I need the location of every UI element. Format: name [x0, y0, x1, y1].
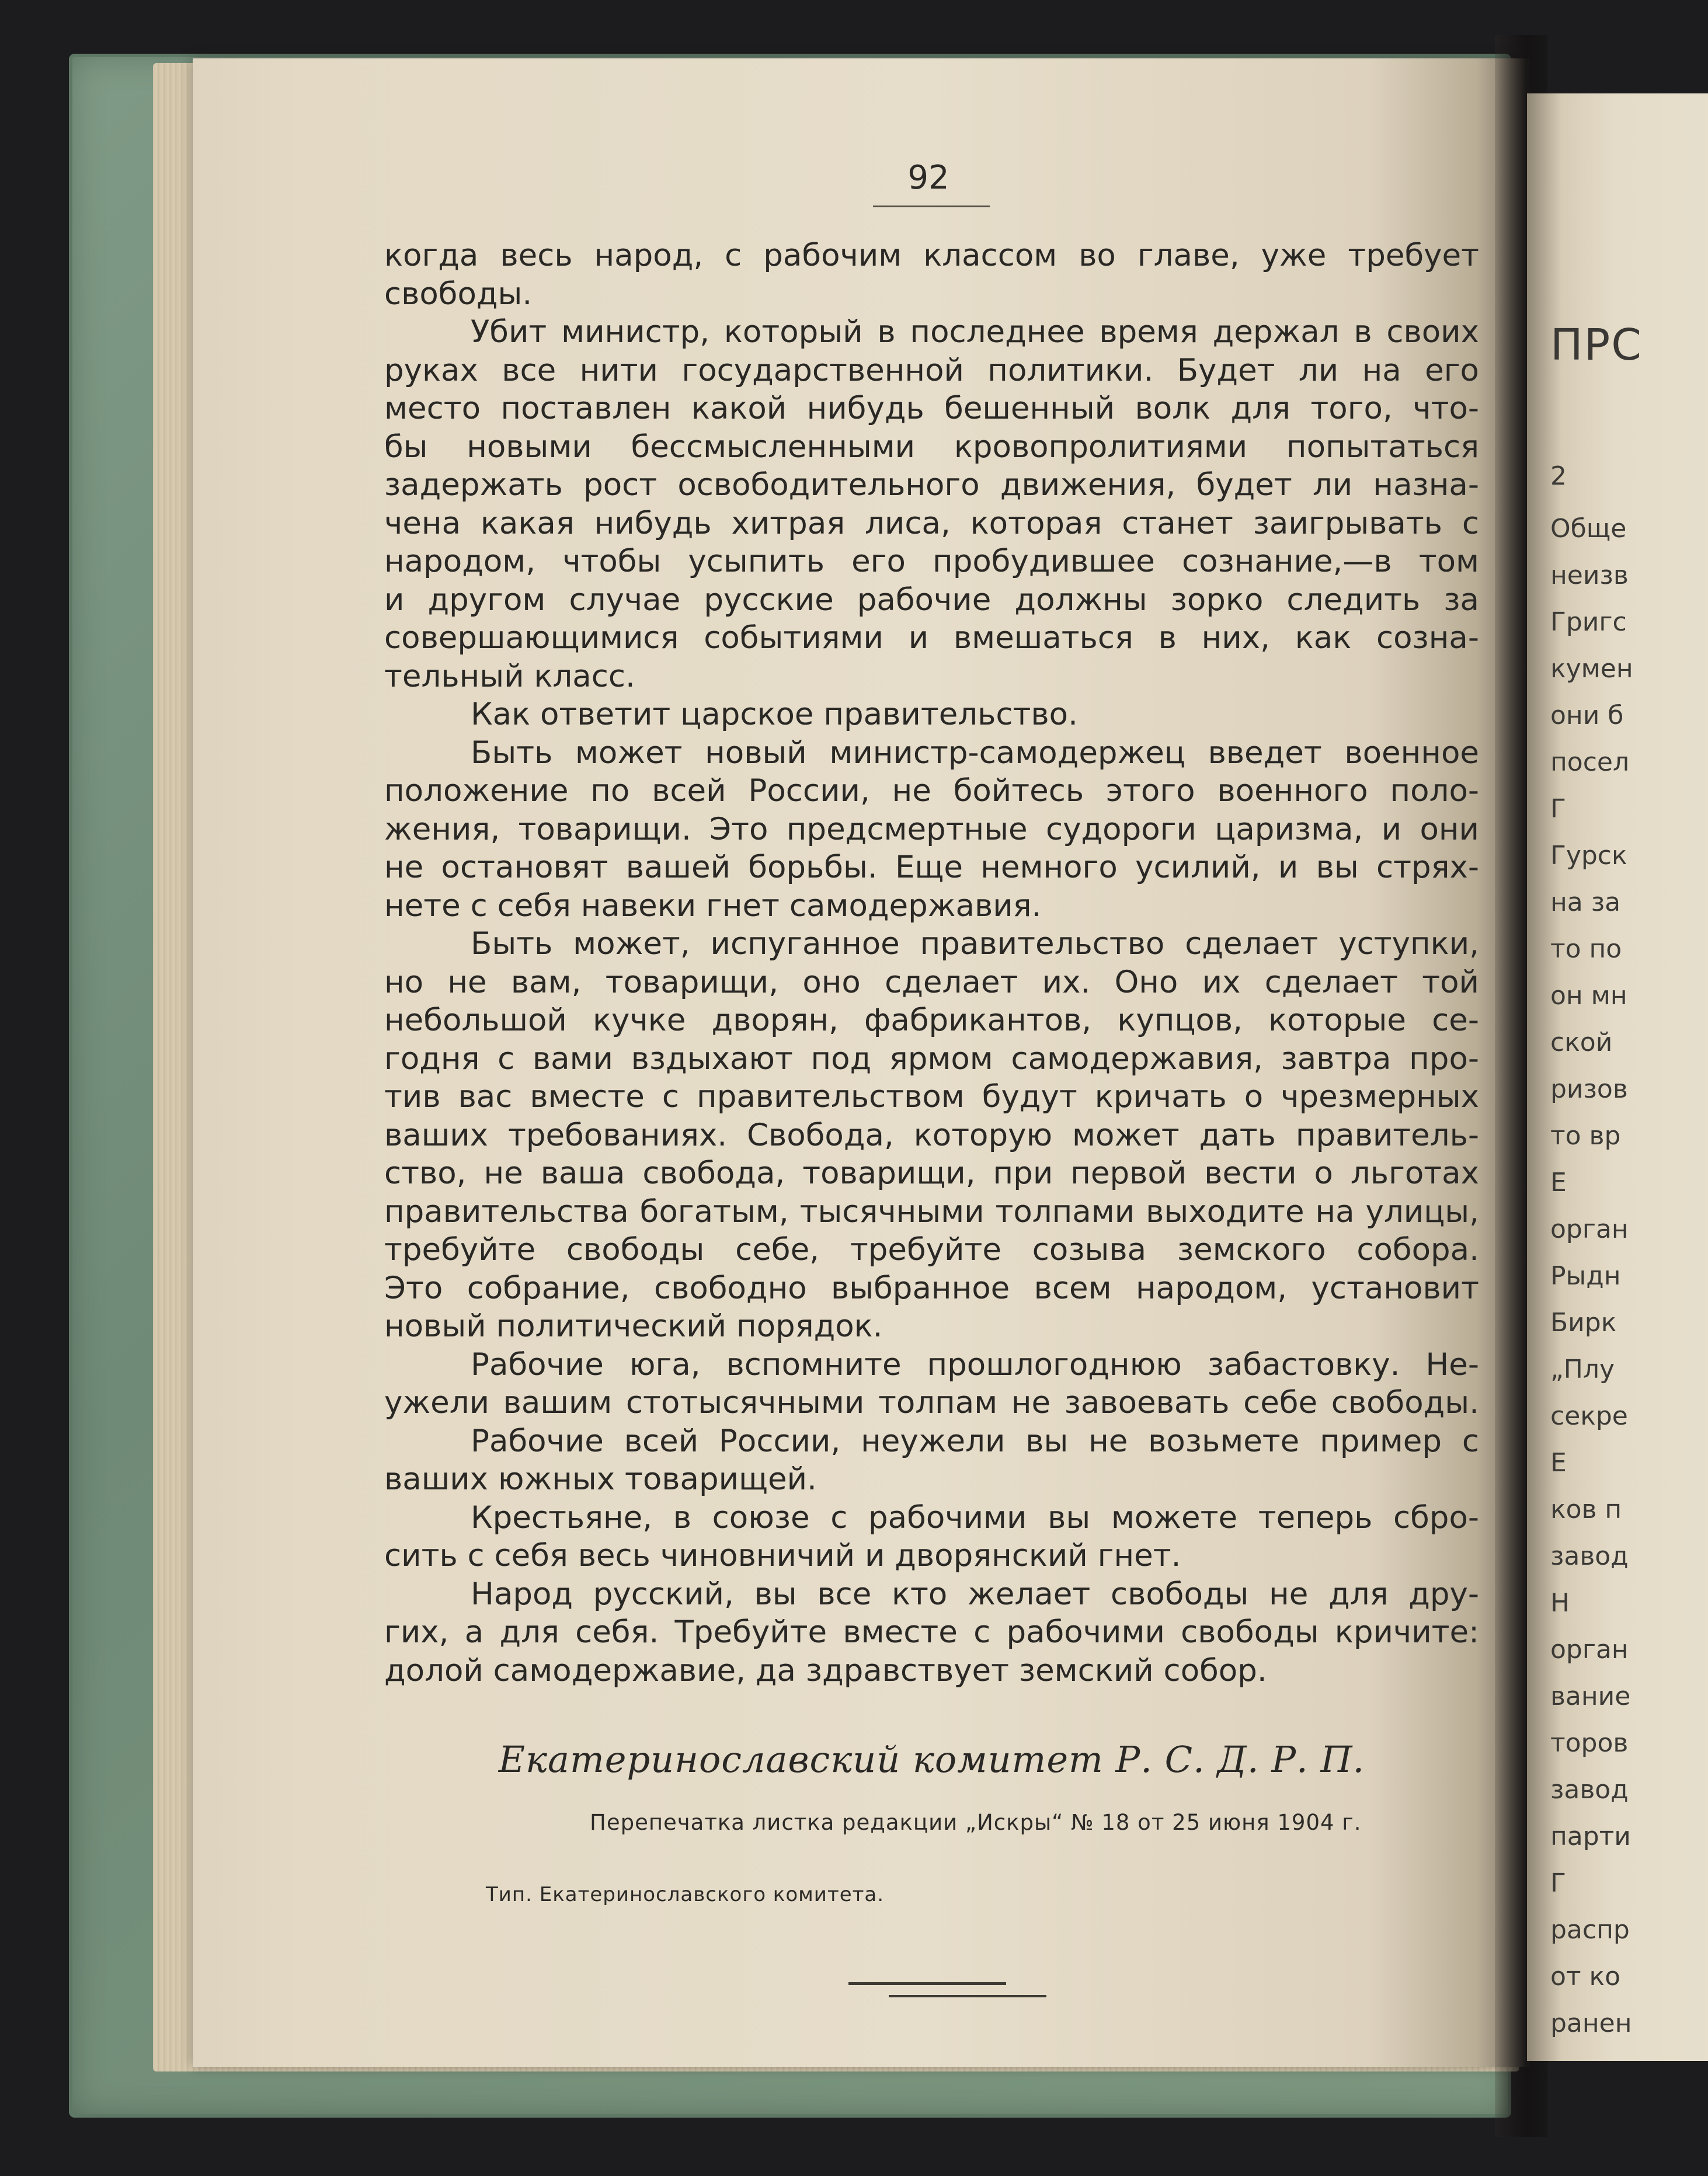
text-line: Убит министр, который в последнее время держал в своих [471, 314, 1479, 350]
text-line: Быть может новый министр-самодержец введет военное [471, 734, 1479, 771]
right-page-line: он мн [1550, 981, 1627, 1011]
text-line: совершающимися событиями и вмешаться в них, как созна- [384, 620, 1479, 656]
right-page-line: посел [1550, 747, 1630, 777]
text-line: новый политический порядок. [384, 1308, 883, 1344]
right-page-line: то по [1550, 934, 1622, 964]
text-line: ство, не ваша свобода, товарищи, при первой вести о льготах [384, 1155, 1479, 1191]
text-line: Как ответит царское правительство. [471, 697, 1078, 732]
text-line: Крестьяне, в союзе с рабочими вы можете теперь сбро- [471, 1499, 1479, 1536]
right-page-line: Григс [1550, 607, 1627, 637]
text-line: Быть может, испуганное правительство сделает уступки, [471, 926, 1479, 962]
right-page-line: они б [1550, 701, 1624, 730]
right-page-line: то вр [1550, 1121, 1621, 1151]
right-page-text [1527, 93, 1708, 2061]
signature: Екатеринославский комитет Р. С. Д. Р. П. [498, 1738, 1365, 1781]
page-number-rule [873, 206, 990, 207]
right-page-line: Н [1550, 1588, 1570, 1618]
text-line: Это собрание, свободно выбранное всем народом, установит [384, 1270, 1479, 1306]
end-rule [848, 1982, 1006, 1985]
right-page-line: Г [1550, 1868, 1566, 1898]
text-line: не остановят вашей борьбы. Еще немного усилий, и вы стрях- [384, 849, 1479, 885]
text-line: и другом случае русские рабочие должны зорко следить за [384, 582, 1479, 618]
right-page-line: завод [1550, 1775, 1629, 1805]
right-page-line: ской [1550, 1028, 1613, 1057]
right-page-line: парти [1550, 1822, 1631, 1851]
text-line: гих, а для себя. Требуйте вместе с рабочими свободы кричите: [384, 1614, 1479, 1650]
right-page-line: на за [1550, 887, 1621, 917]
right-page-line: неизв [1550, 560, 1629, 590]
reprint-note: Перепечатка листка редакции „Искры“ № 18 от 25 июня 1904 г. [590, 1810, 1362, 1835]
text-line: место поставлен какой нибудь бешенный волк для того, что- [384, 391, 1479, 426]
right-page-line: Г [1550, 794, 1566, 824]
page-body-text [384, 236, 1479, 1690]
text-line: ваших южных товарищей. [384, 1461, 817, 1497]
right-page-line: Обще [1550, 514, 1627, 544]
text-line: чена какая нибудь хитрая лиса, которая станет заигрывать с [384, 505, 1479, 541]
printer-line: Тип. Екатеринославского комитета. [486, 1883, 885, 1906]
right-page-line: ризов [1550, 1074, 1628, 1104]
right-page-line: Бирк [1550, 1308, 1617, 1338]
text-line: Народ русский, вы все кто желает свободы не для дру- [471, 1576, 1479, 1612]
text-line: ваших требованиях. Свобода, которую может дать правитель- [384, 1117, 1479, 1153]
right-page-line: вание [1550, 1681, 1631, 1711]
text-line: тив вас вместе с правительством будут кричать о чрезмерных [384, 1079, 1479, 1115]
text-line: но не вам, товарищи, оно сделает их. Оно их сделает той [384, 964, 1479, 1000]
text-line: бы новыми бессмысленными кровопролитиями попытаться [384, 429, 1479, 465]
right-page-line: торов [1550, 1728, 1629, 1758]
text-line: Рабочие юга, вспомните прошлогоднюю забастовку. Не- [471, 1346, 1479, 1383]
right-page-line: от ко [1550, 1962, 1621, 1992]
page-number: 92 [907, 159, 949, 197]
text-line: сить с себя весь чиновничий и дворянский гнет. [384, 1538, 1181, 1573]
text-line: правительства богатым, тысячными толпами выходите на улицы, [384, 1193, 1479, 1230]
text-line: когда весь народ, с рабочим классом во главе, уже требует [384, 238, 1479, 273]
right-page-line: ков п [1550, 1495, 1622, 1524]
text-line: долой самодержавие, да здравствует земский собор. [384, 1652, 1267, 1688]
right-page-line: ранен [1550, 2008, 1632, 2038]
right-page-heading: ПРС [1550, 320, 1643, 370]
right-page-line: Е [1550, 1448, 1567, 1478]
text-line: народом, чтобы усыпить его пробудившее сознание,—в том [384, 544, 1479, 579]
text-line: задержать рост освободительного движения, будет ли назна- [384, 467, 1479, 503]
right-page-line: распр [1550, 1915, 1630, 1945]
right-page-line: секре [1550, 1401, 1628, 1431]
right-page-line: 2 [1550, 461, 1567, 491]
right-page-line: Гурск [1550, 841, 1627, 871]
text-line: ужели вашим стотысячными толпам не завоевать себе свободы. [384, 1385, 1479, 1421]
text-line: требуйте свободы себе, требуйте созыва земского собора. [384, 1232, 1479, 1268]
right-page-line: орган [1550, 1635, 1629, 1665]
text-line: свободы. [384, 276, 533, 312]
right-page-line: Рыдн [1550, 1261, 1621, 1291]
end-rule [889, 1995, 1046, 1997]
text-line: жения, товарищи. Это предсмертные судороги царизма, и они [384, 811, 1479, 847]
text-line: Рабочие всей России, неужели вы не возьмете пример с [471, 1423, 1479, 1459]
text-line: небольшой кучке дворян, фабрикантов, купцов, которые се- [384, 1002, 1479, 1038]
right-page-line: орган [1550, 1214, 1629, 1244]
text-line: положение по всей России, не бойтесь этого военного поло- [384, 773, 1479, 809]
right-page-line: „Плу [1550, 1355, 1615, 1384]
right-page-line: кумен [1550, 654, 1633, 684]
right-page-line: Е [1550, 1168, 1567, 1197]
text-line: годня с вами вздыхают под ярмом самодержавия, завтра про- [384, 1040, 1479, 1077]
text-line: нете с себя навеки гнет самодержавия. [384, 887, 1042, 924]
text-line: руках все нити государственной политики. Будет ли на его [384, 352, 1479, 388]
right-page-line: завод [1550, 1541, 1629, 1571]
text-line: тельный класс. [384, 658, 635, 694]
